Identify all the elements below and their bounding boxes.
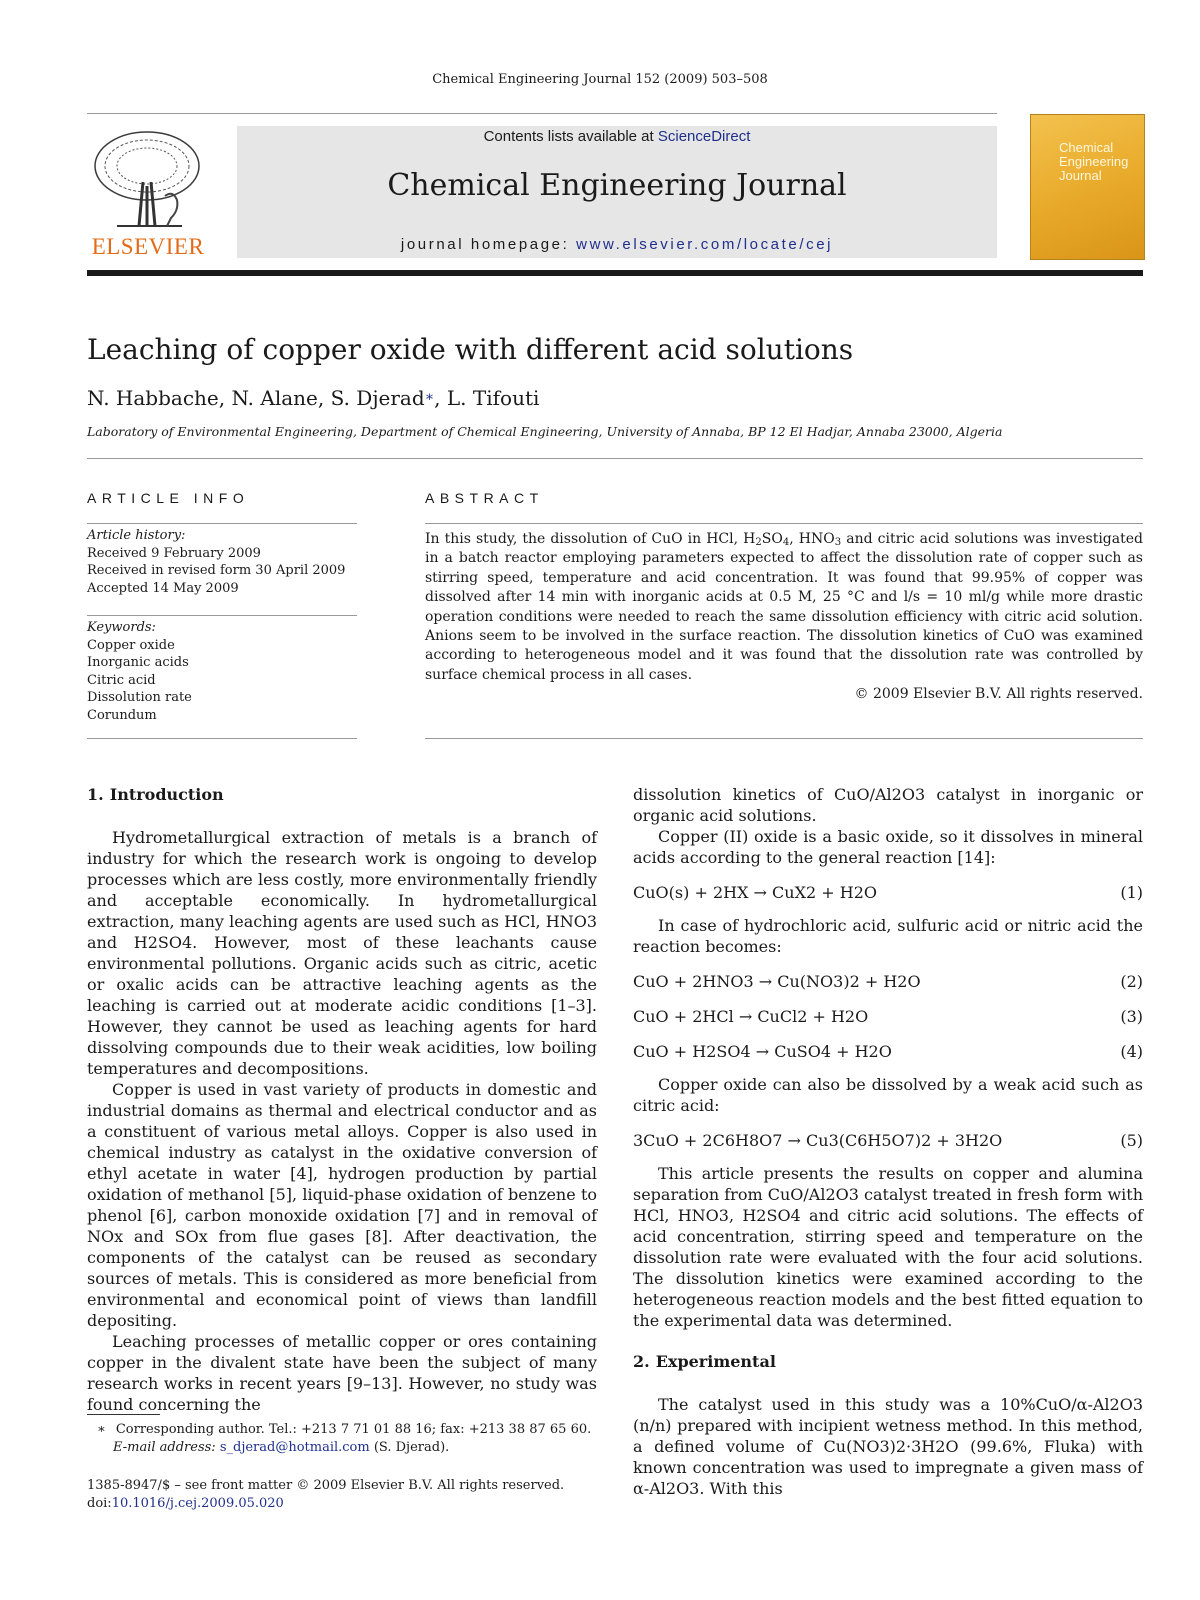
paragraph: In case of hydrochloric acid, sulfuric acid or nitric acid the reaction becomes: [633, 916, 1143, 956]
running-head: Chemical Engineering Journal 152 (2009) 503–508 [432, 72, 768, 87]
article-title: Leaching of copper oxide with different acid solutions [87, 333, 854, 366]
paragraph: Leaching processes of metallic copper or ores containing copper in the divalent state have been the subject of many research works in recent years [9–13]. However, no study was found concerning the [87, 1332, 597, 1414]
paragraph: Copper oxide can also be dissolved by a weak acid such as citric acid: [633, 1075, 1143, 1115]
divider [87, 738, 357, 739]
keywords [87, 619, 367, 725]
authors-part1: N. Habbache, N. Alane, S. Djerad [87, 386, 425, 410]
corresponding-author-mark[interactable]: ∗ [424, 389, 435, 405]
footnote-mark: ∗ [97, 1422, 106, 1437]
affiliation: Laboratory of Environmental Engineering, Department of Chemical Engineering, University of Annaba, BP 12 El Hadjar, Annaba 23000, Algeria [87, 424, 1003, 439]
equation-3: CuO + 2HCl → CuCl2 + H2O (3) [633, 1007, 1143, 1026]
equation-number: (3) [1120, 1007, 1143, 1026]
journal-title: Chemical Engineering Journal [387, 168, 847, 203]
divider [425, 523, 1143, 524]
equation-4: CuO + H2SO4 → CuSO4 + H2O (4) [633, 1042, 1143, 1061]
authors-part2: , L. Tifouti [434, 386, 540, 410]
doi-prefix: doi: [87, 1495, 112, 1511]
elsevier-logo[interactable] [87, 126, 209, 260]
equation-number: (4) [1120, 1042, 1143, 1061]
keywords-label: Keywords: [87, 620, 156, 635]
homepage-link[interactable]: www.elsevier.com/locate/cej [576, 236, 834, 253]
homepage-prefix: journal homepage: [400, 236, 577, 253]
author-list [87, 386, 539, 410]
abstract-copyright: © 2009 Elsevier B.V. All rights reserved. [854, 686, 1143, 703]
abstract-body: In this study, the dissolution of CuO in HCl, $H_2SO_4$, $HNO_3$ and citric acid solutions was investigated in a batch reactor employing parameters expected to affect the dissolution rate of copper such as stirring speed, temperature and acid concentration. It was found that 99.95% of copper was dissolved after 14 min with inorganic acids at 0.5 M, 25 °C and l/s = 10 ml/g while more drastic operation conditions were needed to reach the same dissolution efficiency with citric acid solution. Anions seem to be involved in the surface reaction. The dissolution kinetics of CuO was examined according to heterogeneous model and it was found that the dissolution rate was controlled by surface chemical process in all cases. [425, 531, 1143, 683]
paragraph: Copper is used in vast variety of products in domestic and industrial domains as thermal and electrical conductor and as a constituent of various metal alloys. Copper is also used in chemical industry as catalyst in the oxidative conversion of ethyl acetate in water [4], hydrogen production by partial oxidation of methanol [5], liquid-phase oxidation of benzene to phenol [6], carbon monoxide oxidation [7] and in removal of NOx and SOx from flue gases [8]. After deactivation, the components of the catalyst can be reused as secondary sources of metals. This is considered as more beneficial from environmental and economical point of views than landfill depositing. [87, 1080, 597, 1330]
front-matter [87, 1477, 607, 1512]
cover-text [1059, 141, 1128, 183]
paragraph: Hydrometallurgical extraction of metals is a branch of industry for which the research work is ongoing to develop processes which are less costly, more environmentally friendly and acceptable economically. In hydrometallurgical extraction, many leaching agents are used such as HCl, HNO3 and H2SO4. However, most of these leachants cause environmental pollutions. Organic acids such as citric, acetic or oxalic acids can be attractive leaching agents as the leaching is carried out at moderate acidic conditions [1–3]. However, they cannot be used as leaching agents for hard dissolving compounds due to their weak acidities, low boiling temperatures and decompositions. [87, 828, 597, 1078]
divider [425, 738, 1143, 739]
equation-number: (1) [1120, 883, 1143, 902]
cover-text-line: Journal [1059, 168, 1102, 183]
history-item: Received 9 February 2009 [87, 545, 261, 561]
section-heading-introduction: 1. Introduction [87, 785, 224, 804]
body-left-column [87, 784, 597, 1415]
equation-5: 3CuO + 2C6H8O7 → Cu3(C6H5O7)2 + 3H2O (5) [633, 1131, 1143, 1150]
header-rule [87, 113, 997, 114]
equation-number: (5) [1120, 1131, 1143, 1150]
header-heavy-rule [87, 270, 1143, 276]
divider [87, 458, 1143, 459]
contents-prefix: Contents lists available at [483, 128, 658, 145]
sciencedirect-link[interactable]: ScienceDirect [657, 128, 751, 145]
history-label: Article history: [87, 528, 186, 543]
paragraph: The catalyst used in this study was a 10%CuO/α-Al2O3 (n/n) prepared with incipient wetness method. In this method, a defined volume of Cu(NO3)2·3H2O (99.6%, Fluka) with known concentration was used to impregnate a given mass of α-Al2O3. With this [633, 1395, 1143, 1498]
equation-2: CuO + 2HNO3 → Cu(NO3)2 + H2O (2) [633, 972, 1143, 991]
journal-cover-thumbnail[interactable] [1030, 114, 1145, 260]
abstract-text [425, 530, 1143, 705]
body-right-column [633, 784, 1143, 1499]
divider [87, 523, 357, 524]
footnote-rule [87, 1414, 160, 1415]
footnote-text: Corresponding author. Tel.: +213 7 71 01 88 16; fax: +213 38 87 65 60. [115, 1422, 592, 1437]
section-heading-experimental: 2. Experimental [633, 1352, 776, 1371]
cover-text-line: Engineering [1059, 154, 1129, 169]
keyword: Corundum [87, 707, 157, 723]
history-item: Accepted 14 May 2009 [87, 580, 239, 596]
tree-logo-icon [87, 126, 209, 234]
email-label: E-mail address: [113, 1439, 216, 1455]
email-owner: (S. Djerad). [373, 1439, 450, 1455]
email-link[interactable]: s_djerad@hotmail.com [219, 1439, 370, 1455]
publisher-logo-text: ELSEVIER [91, 234, 205, 259]
doi-link[interactable]: 10.1016/j.cej.2009.05.020 [111, 1495, 284, 1511]
journal-banner [237, 126, 997, 258]
corresponding-author-footnote [87, 1421, 607, 1456]
keyword: Copper oxide [87, 637, 175, 653]
keyword: Dissolution rate [87, 690, 192, 706]
paragraph: dissolution kinetics of CuO/Al2O3 catalyst in inorganic or organic acid solutions. [633, 785, 1143, 825]
abstract-heading: ABSTRACT [425, 490, 544, 506]
divider [87, 615, 357, 616]
issn-line: 1385-8947/$ – see front matter © 2009 Elsevier B.V. All rights reserved. [87, 1478, 565, 1493]
homepage-line [237, 236, 997, 253]
paragraph: Copper (II) oxide is a basic oxide, so it dissolves in mineral acids according to the general reaction [14]: [633, 827, 1143, 867]
history-item: Received in revised form 30 April 2009 [87, 563, 346, 579]
contents-line [237, 126, 997, 145]
article-history [87, 527, 367, 597]
paragraph: This article presents the results on copper and alumina separation from CuO/Al2O3 catalyst treated in fresh form with HCl, HNO3, H2SO4 and citric acid solutions. The effects of acid concentration, stirring speed and temperature on the dissolution rate were evaluated with the four acid solutions. The dissolution kinetics were examined according to the heterogeneous reaction models and the best fitted equation to the experimental data was determined. [633, 1164, 1143, 1330]
article-info-heading: ARTICLE INFO [87, 490, 250, 506]
keyword: Citric acid [87, 672, 156, 688]
keyword: Inorganic acids [87, 655, 189, 671]
cover-text-line: Chemical [1059, 140, 1114, 155]
equation-number: (2) [1120, 972, 1143, 991]
equation-1: CuO(s) + 2HX → CuX2 + H2O (1) [633, 883, 1143, 902]
